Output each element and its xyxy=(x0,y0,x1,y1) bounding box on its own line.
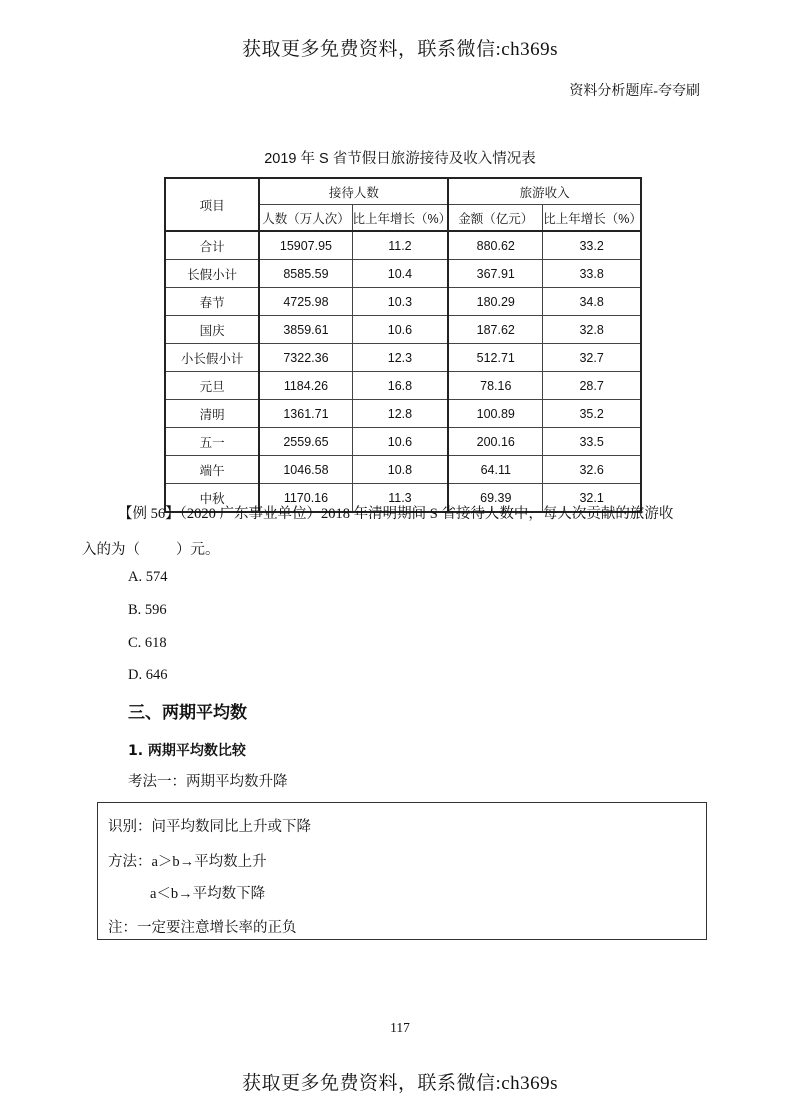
table-cell: 4725.98 xyxy=(259,288,352,316)
header-sub: 金额（亿元） xyxy=(448,205,542,232)
table-cell: 187.62 xyxy=(448,316,542,344)
row-label: 清明 xyxy=(165,400,259,428)
table-cell: 34.8 xyxy=(543,288,641,316)
row-label: 中秋 xyxy=(165,484,259,513)
option-b: B. 596 xyxy=(128,602,167,618)
top-banner: 获取更多免费资料，联系微信:ch369s xyxy=(241,39,559,60)
table-row xyxy=(165,372,641,400)
question-text: 【例 56】（2020 广东事业单位）2018 年清明期间 S 省接待人数中，每人次贡献的旅游收 xyxy=(118,506,674,522)
box-line: a＜b→平均数下降 xyxy=(150,886,266,902)
table-cell: 32.7 xyxy=(543,344,641,372)
table-cell: 2559.65 xyxy=(259,428,352,456)
table-cell: 880.62 xyxy=(448,231,542,260)
option-c: C. 618 xyxy=(128,635,167,651)
table-cell: 10.8 xyxy=(352,456,448,484)
table-cell: 100.89 xyxy=(448,400,542,428)
table-cell: 11.3 xyxy=(352,484,448,513)
table-cell: 3859.61 xyxy=(259,316,352,344)
table-cell: 11.2 xyxy=(352,231,448,260)
table-cell: 180.29 xyxy=(448,288,542,316)
table-cell: 10.3 xyxy=(352,288,448,316)
header-sub: 比上年增长（%） xyxy=(543,205,641,232)
table-cell: 28.7 xyxy=(543,372,641,400)
table-cell: 10.4 xyxy=(352,260,448,288)
box-line: 识别：问平均数同比上升或下降 xyxy=(108,819,311,835)
table-cell: 35.2 xyxy=(543,400,641,428)
section-heading: 三、两期平均数 xyxy=(128,703,247,723)
table-cell: 200.16 xyxy=(448,428,542,456)
method-box xyxy=(97,802,707,940)
table-row xyxy=(165,400,641,428)
table-cell: 8585.59 xyxy=(259,260,352,288)
row-label: 春节 xyxy=(165,288,259,316)
table-cell: 1184.26 xyxy=(259,372,352,400)
option-d: D. 646 xyxy=(128,667,168,683)
question-text-part: ）元。 xyxy=(176,542,220,558)
table-cell: 12.3 xyxy=(352,344,448,372)
row-label: 五一 xyxy=(165,428,259,456)
table-row xyxy=(165,288,641,316)
table-row xyxy=(165,231,641,260)
table-cell: 7322.36 xyxy=(259,344,352,372)
table-cell: 512.71 xyxy=(448,344,542,372)
table-cell: 33.5 xyxy=(543,428,641,456)
table-cell: 32.6 xyxy=(543,456,641,484)
table-cell: 33.8 xyxy=(543,260,641,288)
table-cell: 1361.71 xyxy=(259,400,352,428)
header-sub: 人数（万人次） xyxy=(259,205,352,232)
row-label: 长假小计 xyxy=(165,260,259,288)
header-item: 项目 xyxy=(165,178,259,231)
table-cell: 1046.58 xyxy=(259,456,352,484)
box-line: 方法：a＞b→平均数上升 xyxy=(108,854,267,870)
table-cell: 367.91 xyxy=(448,260,542,288)
row-label: 小长假小计 xyxy=(165,344,259,372)
row-label: 合计 xyxy=(165,231,259,260)
table-body xyxy=(165,231,641,512)
row-label: 元旦 xyxy=(165,372,259,400)
box-line: 注：一定要注意增长率的正负 xyxy=(108,920,297,936)
sub-heading: 1. 两期平均数比较 xyxy=(128,743,246,759)
running-head: 资料分析题库-夸夸刷 xyxy=(569,84,700,99)
question-text-part: 入的为（ xyxy=(82,542,140,558)
header-sub: 比上年增长（%） xyxy=(352,205,448,232)
table-cell: 10.6 xyxy=(352,316,448,344)
table-row xyxy=(165,344,641,372)
header-group-visitors: 接待人数 xyxy=(259,178,448,205)
method-title: 考法一：两期平均数升降 xyxy=(128,774,288,790)
table-cell: 78.16 xyxy=(448,372,542,400)
table-cell: 1170.16 xyxy=(259,484,352,513)
table-row xyxy=(165,456,641,484)
tourism-table xyxy=(164,177,642,513)
table-cell: 16.8 xyxy=(352,372,448,400)
table-cell: 12.8 xyxy=(352,400,448,428)
option-a: A. 574 xyxy=(128,569,168,585)
row-label: 国庆 xyxy=(165,316,259,344)
table-title: 2019 年 S 省节假日旅游接待及收入情况表 xyxy=(264,151,536,167)
table-cell: 32.8 xyxy=(543,316,641,344)
header-group-revenue: 旅游收入 xyxy=(448,178,641,205)
page-number: 117 xyxy=(390,1020,410,1035)
table-cell: 69.39 xyxy=(448,484,542,513)
table-row xyxy=(165,260,641,288)
table-cell: 15907.95 xyxy=(259,231,352,260)
table-row xyxy=(165,428,641,456)
table-cell: 32.1 xyxy=(543,484,641,513)
table-row xyxy=(165,316,641,344)
table-cell: 64.11 xyxy=(448,456,542,484)
bottom-banner: 获取更多免费资料，联系微信:ch369s xyxy=(241,1073,559,1094)
question-text-cont xyxy=(82,538,220,559)
table-cell: 10.6 xyxy=(352,428,448,456)
table-cell: 33.2 xyxy=(543,231,641,260)
row-label: 端午 xyxy=(165,456,259,484)
